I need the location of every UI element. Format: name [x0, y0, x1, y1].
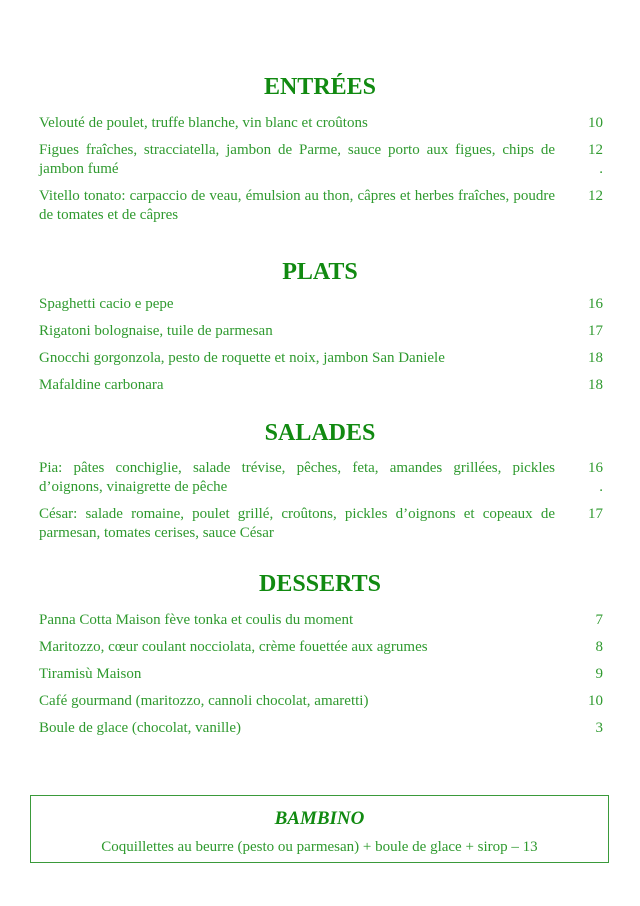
menu-item-price: 17: [588, 323, 603, 339]
menu-item: [39, 719, 603, 738]
menu-item: [39, 692, 603, 711]
menu-item-price: 18: [588, 377, 603, 393]
salades-list: [39, 459, 603, 551]
menu-item-price: 9: [595, 666, 603, 682]
bambino-text: Coquillettes au beurre (pesto ou parmesan) + boule de glace + sirop – 13: [101, 839, 538, 855]
menu-item-description: Boule de glace (chocolat, vanille): [39, 720, 241, 736]
menu-item: [39, 114, 603, 133]
menu-item-price: 10: [588, 115, 603, 131]
menu-item-description: Vitello tonato: carpaccio de veau, émulsion au thon, câpres et herbes fraîches, poudre de tomates et de câpres: [39, 188, 555, 223]
section-heading-plats: PLATS: [282, 259, 358, 285]
menu-item: [39, 665, 603, 684]
desserts-list: [39, 611, 603, 746]
menu-item-price: 17: [588, 506, 603, 522]
menu-item-price: 16 .: [588, 460, 603, 495]
menu-item-price: 3: [595, 720, 603, 736]
menu-item: [39, 638, 603, 657]
menu-item-description: Panna Cotta Maison fève tonka et coulis du moment: [39, 612, 354, 628]
menu-item: [39, 349, 603, 368]
menu-item: [39, 376, 603, 395]
menu-item: [39, 505, 603, 543]
bambino-title: BAMBINO: [274, 808, 365, 829]
menu-item-description: Café gourmand (maritozzo, cannoli chocolat, amaretti): [39, 693, 369, 709]
menu-item-description: Velouté de poulet, truffe blanche, vin blanc et croûtons: [39, 115, 368, 131]
menu-item-price: 16: [588, 296, 603, 312]
menu-item-price: 12 .: [588, 142, 603, 177]
menu-item-description: Spaghetti cacio e pepe: [39, 296, 174, 312]
menu-item: [39, 611, 603, 630]
menu-item-description: Gnocchi gorgonzola, pesto de roquette et noix, jambon San Daniele: [39, 350, 445, 366]
menu-item: [39, 322, 603, 341]
menu-item: [39, 187, 603, 225]
menu-item-description: Tiramisù Maison: [39, 666, 142, 682]
bambino-box: [30, 795, 609, 863]
menu-item-price: 10: [588, 693, 603, 709]
section-heading-entrees: ENTRÉES: [263, 74, 377, 100]
menu-item-price: 8: [595, 639, 603, 655]
menu-item-description: Pia: pâtes conchiglie, salade trévise, pêches, feta, amandes grillées, pickles d’oignons, vinaigrette de pêche: [39, 460, 555, 495]
menu-item: [39, 295, 603, 314]
menu-item: [39, 141, 603, 179]
menu-item-description: César: salade romaine, poulet grillé, croûtons, pickles d’oignons et copeaux de parmesan, tomates cerises, sauce César: [39, 506, 555, 541]
plats-list: [39, 295, 603, 403]
menu-item-description: Mafaldine carbonara: [39, 377, 164, 393]
section-heading-desserts: DESSERTS: [259, 571, 381, 597]
menu-item-description: Maritozzo, cœur coulant nocciolata, crème fouettée aux agrumes: [39, 639, 428, 655]
entrees-list: [39, 114, 603, 233]
menu-item-description: Rigatoni bolognaise, tuile de parmesan: [39, 323, 273, 339]
menu-item-price: 12: [588, 188, 603, 204]
menu-item-description: Figues fraîches, stracciatella, jambon de Parme, sauce porto aux figues, chips de jambon fumé: [39, 142, 555, 177]
menu-item-price: 7: [595, 612, 603, 628]
menu-item-price: 18: [588, 350, 603, 366]
menu-item: [39, 459, 603, 497]
section-heading-salades: SALADES: [264, 420, 376, 446]
